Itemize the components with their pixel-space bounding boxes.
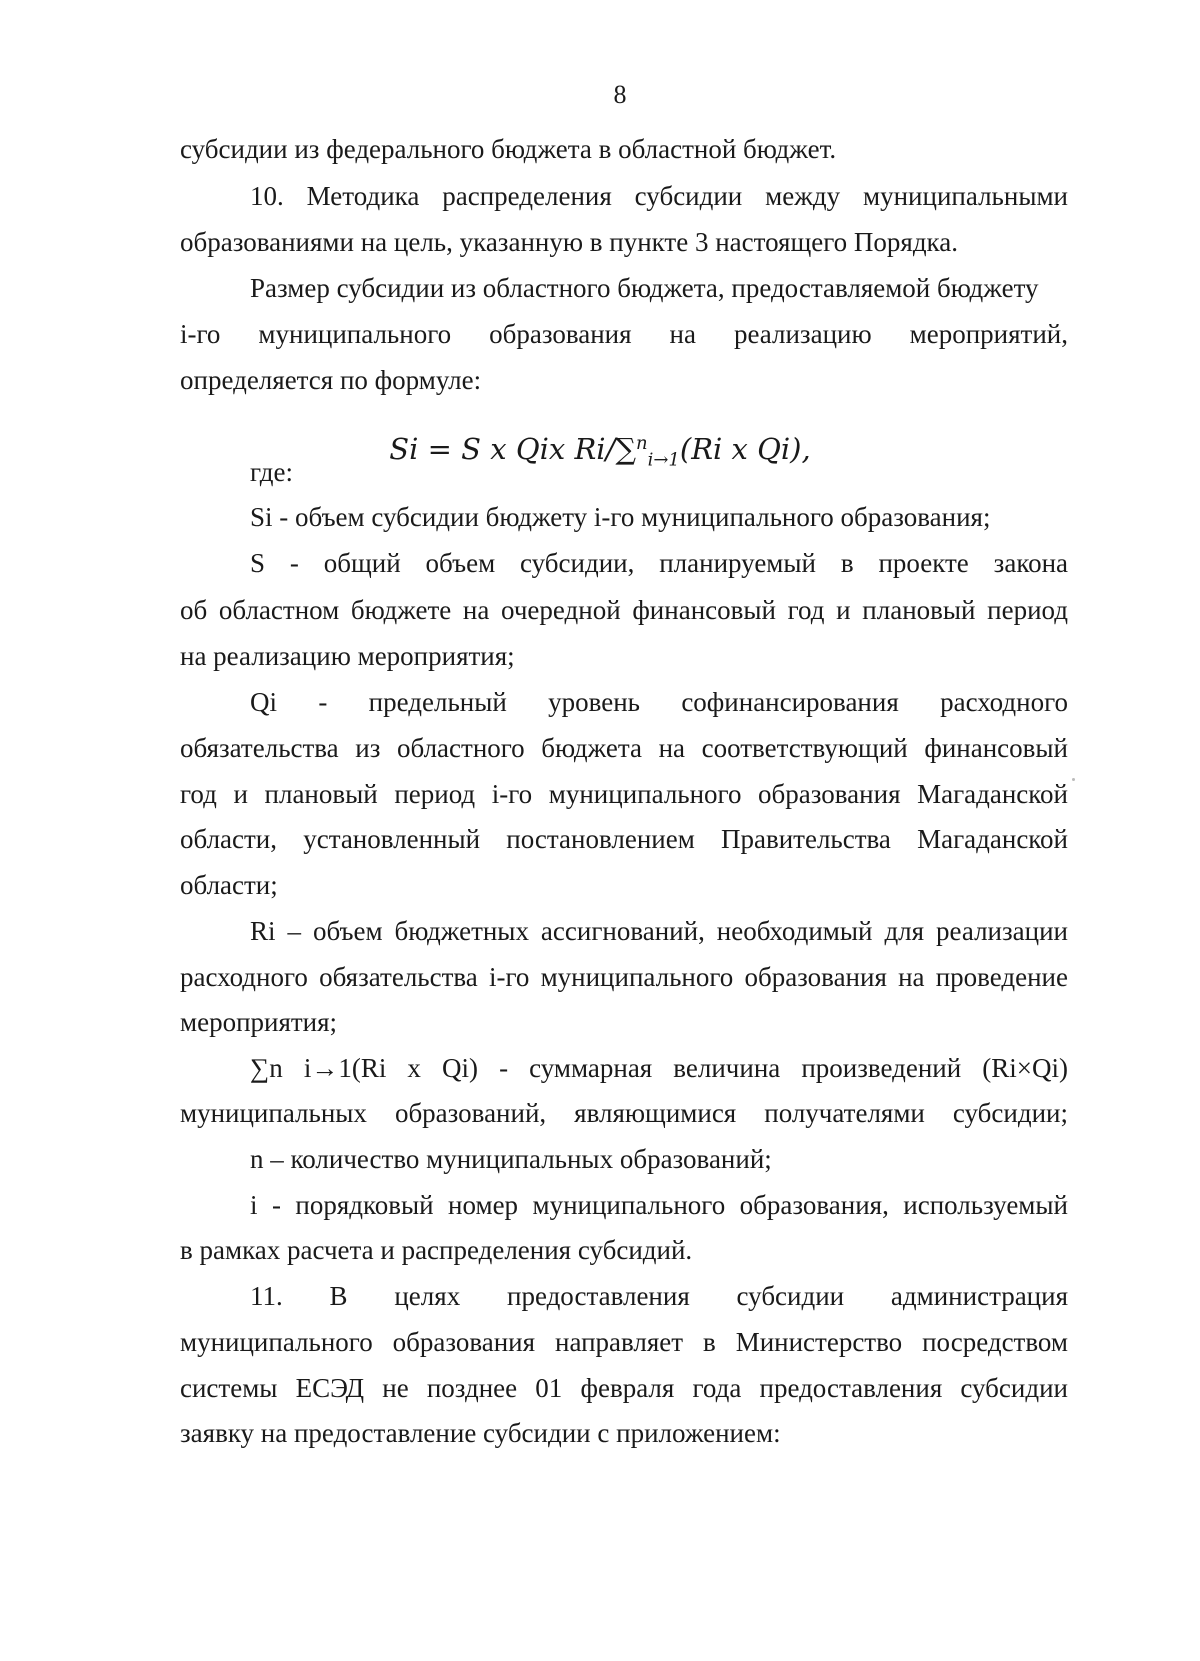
sum-upper-limit: n	[636, 433, 648, 455]
paragraph-line: 10. Методика распределения субсидии между муниципальными	[250, 181, 1068, 211]
paragraph-line: об областном бюджете на очередной финансовый год и плановый период	[180, 595, 1068, 625]
formula-main: Si = S x Qix Ri/	[389, 432, 616, 466]
paragraph-line: расходного обязательства i-го муниципального образования на проведение	[180, 962, 1068, 992]
paragraph-line: мероприятия;	[180, 1007, 338, 1037]
scan-speck	[1072, 778, 1075, 781]
paragraph-line: субсидии из федерального бюджета в областной бюджет.	[180, 134, 837, 164]
paragraph-line: области, установленный постановлением Правительства Магаданской	[180, 824, 1068, 854]
paragraph-line: где:	[250, 457, 293, 487]
paragraph-line: на реализацию мероприятия;	[180, 641, 515, 671]
sum-lower-limit: i→1	[647, 449, 680, 471]
paragraph-line: i - порядковый номер муниципального образования, используемый	[250, 1190, 1068, 1220]
paragraph-line: образованиями на цель, указанную в пункте 3 настоящего Порядка.	[180, 227, 959, 257]
paragraph-line: обязательства из областного бюджета на соответствующий финансовый	[180, 733, 1068, 763]
paragraph-line: ∑n i→1(Ri x Qi) - суммарная величина произведений (Ri×Qi)	[250, 1053, 1068, 1083]
paragraph-line: области;	[180, 870, 278, 900]
paragraph-line: 11. В целях предоставления субсидии администрация	[250, 1281, 1068, 1311]
paragraph-line: Si - объем субсидии бюджету i-го муниципального образования;	[250, 502, 991, 532]
paragraph-line: Qi - предельный уровень софинансирования расходного	[250, 687, 1068, 717]
paragraph-line: S - общий объем субсидии, планируемый в проекте закона	[250, 548, 1068, 578]
paragraph-line: заявку на предоставление субсидии с приложением:	[180, 1418, 781, 1448]
paragraph-line: определяется по формуле:	[180, 365, 482, 395]
page-number: 8	[613, 80, 627, 109]
paragraph-line: Размер субсидии из областного бюджета, предоставляемой бюджету	[250, 273, 1039, 303]
paragraph-line: n – количество муниципальных образований;	[250, 1144, 772, 1174]
paragraph-line: i-го муниципального образования на реализацию мероприятий,	[180, 319, 1068, 349]
paragraph-line: муниципального образования направляет в Министерство посредством	[180, 1327, 1068, 1357]
paragraph-line: Ri – объем бюджетных ассигнований, необходимый для реализации	[250, 916, 1068, 946]
formula-tail: (Ri x Qi),	[679, 432, 811, 466]
paragraph-line: год и плановый период i-го муниципального образования Магаданской	[180, 779, 1068, 809]
paragraph-line: в рамках расчета и распределения субсидий.	[180, 1235, 693, 1265]
sum-symbol: ∑	[615, 432, 637, 466]
paragraph-line: муниципальных образований, являющимися получателями субсидии;	[180, 1098, 1068, 1128]
paragraph-line: системы ЕСЭД не позднее 01 февраля года предоставления субсидии	[180, 1373, 1068, 1403]
